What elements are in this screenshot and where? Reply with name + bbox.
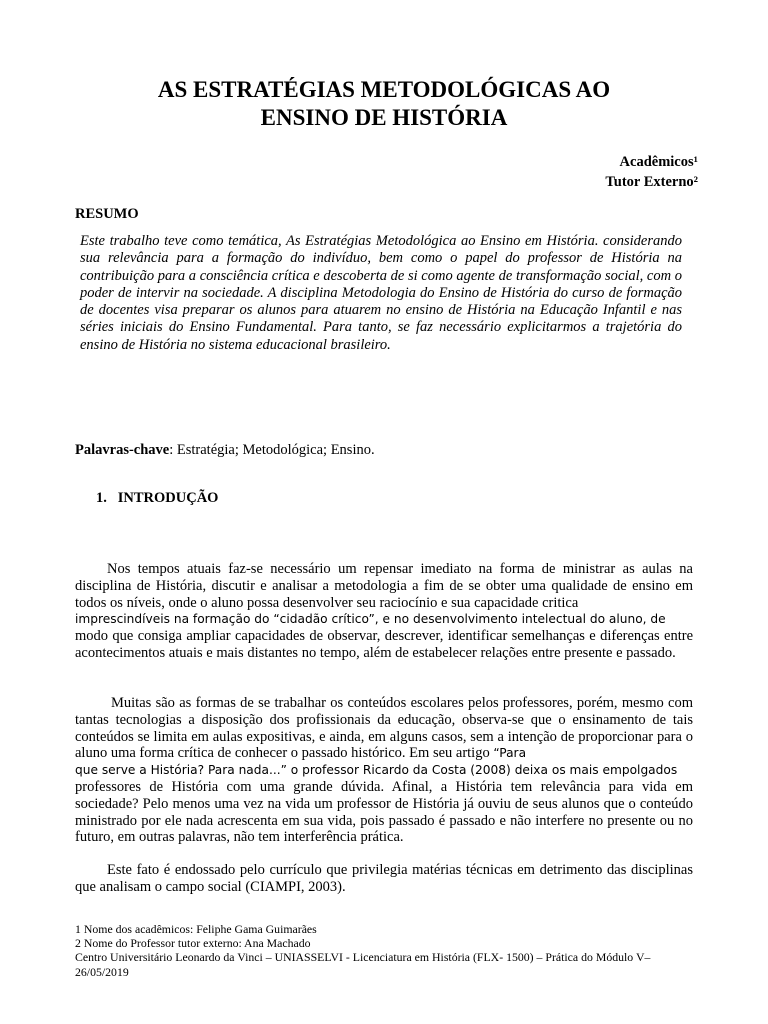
footnote-3: Centro Universitário Leonardo da Vinci – UNIASSELVI - Licenciatura em História (FLX- 1500) – Prática do Módulo V– 26/05/2019: [75, 950, 651, 979]
title-line-1: AS ESTRATÉGIAS METODOLÓGICAS AO: [157, 77, 611, 102]
resumo-text: Este trabalho teve como temática, As Estratégias Metodológica ao Ensino em História. considerando sua relevância para a formação do indivíduo, bem como o papel do professor de História na contribuição para a consciência crítica e descoberta de si como agente de transformação social, com o poder de intervir na sociedade. A disciplina Metodologia do Ensino de História do curso de formação de docentes visa preparar os alunos para atuarem no ensino de História na Educação Infantil e nas séries iniciais do Ensino Fundamental. Para tanto, se faz necessário explicitarmos a trajetória do ensino de História no sistema educacional brasileiro.: [80, 233, 682, 353]
resumo-heading: RESUMO: [75, 206, 139, 222]
author-academicos: Acadêmicos¹: [619, 154, 698, 170]
paragraph-1-part-b: imprescindíveis na formação do “cidadão crítico”, e no desenvolvimento intelectual do aluno, de: [75, 612, 666, 627]
paragraph-2-part-b: “Para: [493, 746, 527, 761]
footnote-1: 1 Nome dos acadêmicos: Feliphe Gama Guimarães: [75, 922, 317, 936]
paragraph-2-part-a-wrap: [75, 695, 693, 762]
paragraph-1: [75, 561, 693, 662]
keywords-label: Palavras-chave: [75, 442, 170, 458]
paragraph-3: Este fato é endossado pelo currículo que privilegia matérias técnicas em detrimento das disciplinas que analisam o campo social (CIAMPI, 2003).: [75, 862, 693, 895]
paragraph-1-part-a: Nos tempos atuais faz-se necessário um repensar imediato na forma de ministrar as aulas na disciplina de História, discutir e analisar a metodologia a fim de se obter uma qualidade de ensino em todos os níveis, onde o aluno possa desenvolver seu raciocínio e sua capacidade critica: [75, 561, 693, 611]
author-tutor: Tutor Externo²: [605, 174, 698, 190]
footnote-2: 2 Nome do Professor tutor externo: Ana Machado: [75, 936, 311, 951]
author-block: [605, 152, 698, 192]
paragraph-2-part-a: Muitas são as formas de se trabalhar os conteúdos escolares pelos professores, porém, mesmo com tantas tecnologias a disposição dos profissionais da educação, observa-se que o ensinamento de tais conteúdos se limita em aulas expositivas, e ainda, em alguns casos, sem a intenção de proporcionar para o aluno uma forma crítica de conhecer o passado histórico. Em seu artigo: [75, 695, 693, 762]
keywords-line: [75, 442, 375, 459]
section-heading-introducao: 1. INTRODUÇÃO: [96, 490, 219, 506]
paragraph-2-part-d: professores de História com uma grande dúvida. Afinal, a História tem relevância para vida em sociedade? Pelo menos uma vez na vida um professor de História já ouviu de seus alunos que o conteúdo ministrado por ele nada acrescenta em sua vida, pois passado é passado e não interfere no presente ou no futuro, em outras palavras, não tem interferência prática.: [75, 778, 693, 846]
paragraph-2-part-c: que serve a História? Para nada...” o professor Ricardo da Costa (2008) deixa os mais empolgados: [75, 763, 678, 778]
keywords-value: : Estratégia; Metodológica; Ensino.: [169, 442, 375, 458]
document-title: [0, 76, 768, 132]
footnotes: [75, 922, 695, 979]
title-line-2: ENSINO DE HISTÓRIA: [260, 105, 508, 130]
paragraph-1-part-c: modo que consiga ampliar capacidades de observar, descrever, identificar semelhanças e diferenças entre acontecimentos atuais e mais distantes no tempo, além de estabelecer relações entre presente e passado.: [75, 628, 693, 661]
paragraph-2: [75, 695, 693, 846]
